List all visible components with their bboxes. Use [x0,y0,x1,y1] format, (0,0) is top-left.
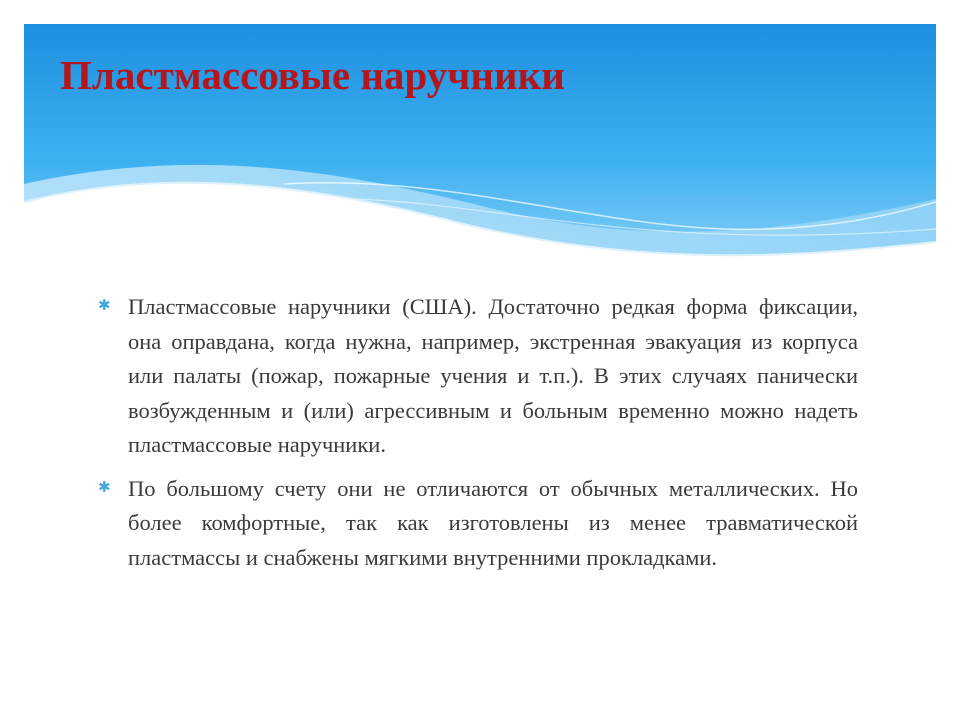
list-item [98,472,858,576]
bullet-text-2: По большому счету они не отличаются от обычных металлических. Но более комфортные, так как изготовлены из менее травматической пластмассы и снабжены мягкими внутренними прокладками. [128,475,858,570]
asterisk-icon: ✱ [98,296,111,314]
bullet-text-1: Пластмассовые наручники (США). Достаточно редкая форма фиксации, она оправдана, когда нужна, например, экстренная эвакуация из корпуса или палаты (пожар, пожарные учения и т.п.). В этих случаях панически возбужденным и (или) агрессивным и больным временно можно надеть пластмассовые наручники. [128,294,858,457]
slide-title: Пластмассовые наручники [60,52,565,98]
bullet-list [98,290,858,584]
asterisk-icon: ✱ [98,477,111,496]
list-item [98,290,858,463]
